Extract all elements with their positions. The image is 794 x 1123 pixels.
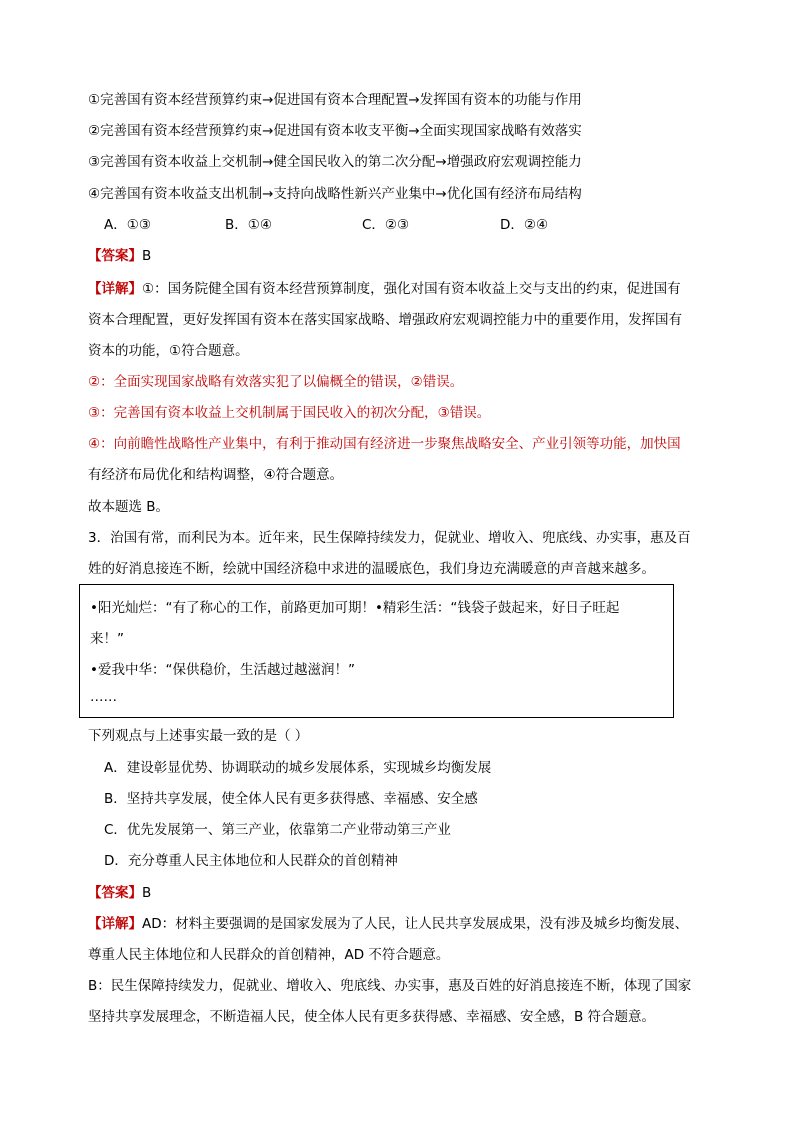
answer-tag: 【答案】 xyxy=(88,248,142,264)
statement-2: ②完善国有资本经营预算约束→促进国有资本收支平衡→全面实现国家战略有效落实 xyxy=(88,123,582,139)
choice-b: B．①④ xyxy=(225,217,272,233)
detail-text: ①：国务院健全国有资本经营预算制度，强化对国有资本收益上交与支出的约束，促进国有 xyxy=(142,281,681,297)
box-line-1: •阳光灿烂：“有了称心的工作，前路更加可期！•精彩生活：“钱袋子鼓起来，好日子旺起 xyxy=(90,600,620,616)
q3-stem-line-2: 姓的好消息接连不断，绘就中国经济稳中求进的温暖底色，我们身边充满暖意的声音越来越多。 xyxy=(88,561,655,577)
analysis-line-4b: 有经济布局优化和结构调整，④符合题意。 xyxy=(88,467,344,483)
detail-line-2: 资本合理配置，更好发挥国有资本在落实国家战略、增强政府宏观调控能力中的重要作用，发挥国有 xyxy=(88,312,682,328)
q3-option-b: B．坚持共享发展，使全体人民有更多获得感、幸福感、安全感 xyxy=(104,791,478,807)
detail-tag: 【详解】 xyxy=(88,281,142,297)
q3-answer-value: B xyxy=(142,885,152,901)
q3-detail-line-1 xyxy=(88,914,688,934)
q3-detail-line-2: 尊重人民主体地位和人民群众的首创精神，AD 不符合题意。 xyxy=(88,947,450,963)
analysis-line-3: ③：完善国有资本收益上交机制属于国民收入的初次分配，③错误。 xyxy=(88,405,491,421)
conclusion: 故本题选 B。 xyxy=(88,499,170,515)
q3-answer-tag: 【答案】 xyxy=(88,885,142,901)
detail-line-3: 资本的功能，①符合题意。 xyxy=(88,343,249,359)
detail-line-1 xyxy=(88,279,681,299)
q3-answer-row xyxy=(88,883,151,903)
choice-c: C．②③ xyxy=(362,217,410,233)
box-line-3: •爱我中华：“保供稳价，生活越过越滋润！” xyxy=(90,662,355,678)
q3-detail-tag: 【详解】 xyxy=(88,916,142,932)
answer-row xyxy=(88,246,151,266)
q3-detail-line-3: B：民生保障持续发力，促就业、增收入、兜底线、办实事，惠及百姓的好消息接连不断，体现了国家 xyxy=(88,978,692,994)
material-box xyxy=(79,584,674,718)
answer-value: B xyxy=(142,248,152,264)
analysis-line-4a: ④：向前瞻性战略性产业集中，有利于推动国有经济进一步聚焦战略安全、产业引领等功能，加快国 xyxy=(88,436,681,452)
statement-3: ③完善国有资本收益上交机制→健全国民收入的第二次分配→增强政府宏观调控能力 xyxy=(88,154,582,170)
statement-4: ④完善国有资本收益支出机制→支持向战略性新兴产业集中→优化国有经济布局结构 xyxy=(88,186,582,202)
analysis-line-2: ②：全面实现国家战略有效落实犯了以偏概全的错误，②错误。 xyxy=(88,374,464,390)
q3-option-c: C．优先发展第一、第三产业，依靠第二产业带动第三产业 xyxy=(104,822,451,838)
q3-detail-line-4: 坚持共享发展理念，不断造福人民，使全体人民有更多获得感、幸福感、安全感，B 符合题意。 xyxy=(88,1009,656,1025)
statement-1: ①完善国有资本经营预算约束→促进国有资本合理配置→发挥国有资本的功能与作用 xyxy=(88,92,582,108)
q3-question: 下列观点与上述事实最一致的是（ ） xyxy=(88,728,309,744)
q3-stem-line-1: 3．治国有常，而利民为本。近年来，民生保障持续发力，促就业、增收入、兜底线、办实事，惠及百 xyxy=(88,530,691,546)
box-line-2: 来！” xyxy=(90,631,124,647)
q3-detail-text: AD：材料主要强调的是国家发展为了人民，让人民共享发展成果，没有涉及城乡均衡发展、 xyxy=(142,916,689,932)
choice-a: A．①③ xyxy=(104,217,151,233)
q3-option-d: D．充分尊重人民主体地位和人民群众的首创精神 xyxy=(104,853,398,869)
box-line-4: …… xyxy=(90,689,117,705)
q3-option-a: A．建设彰显优势、协调联动的城乡发展体系，实现城乡均衡发展 xyxy=(104,760,492,776)
choice-d: D．②④ xyxy=(500,217,549,233)
